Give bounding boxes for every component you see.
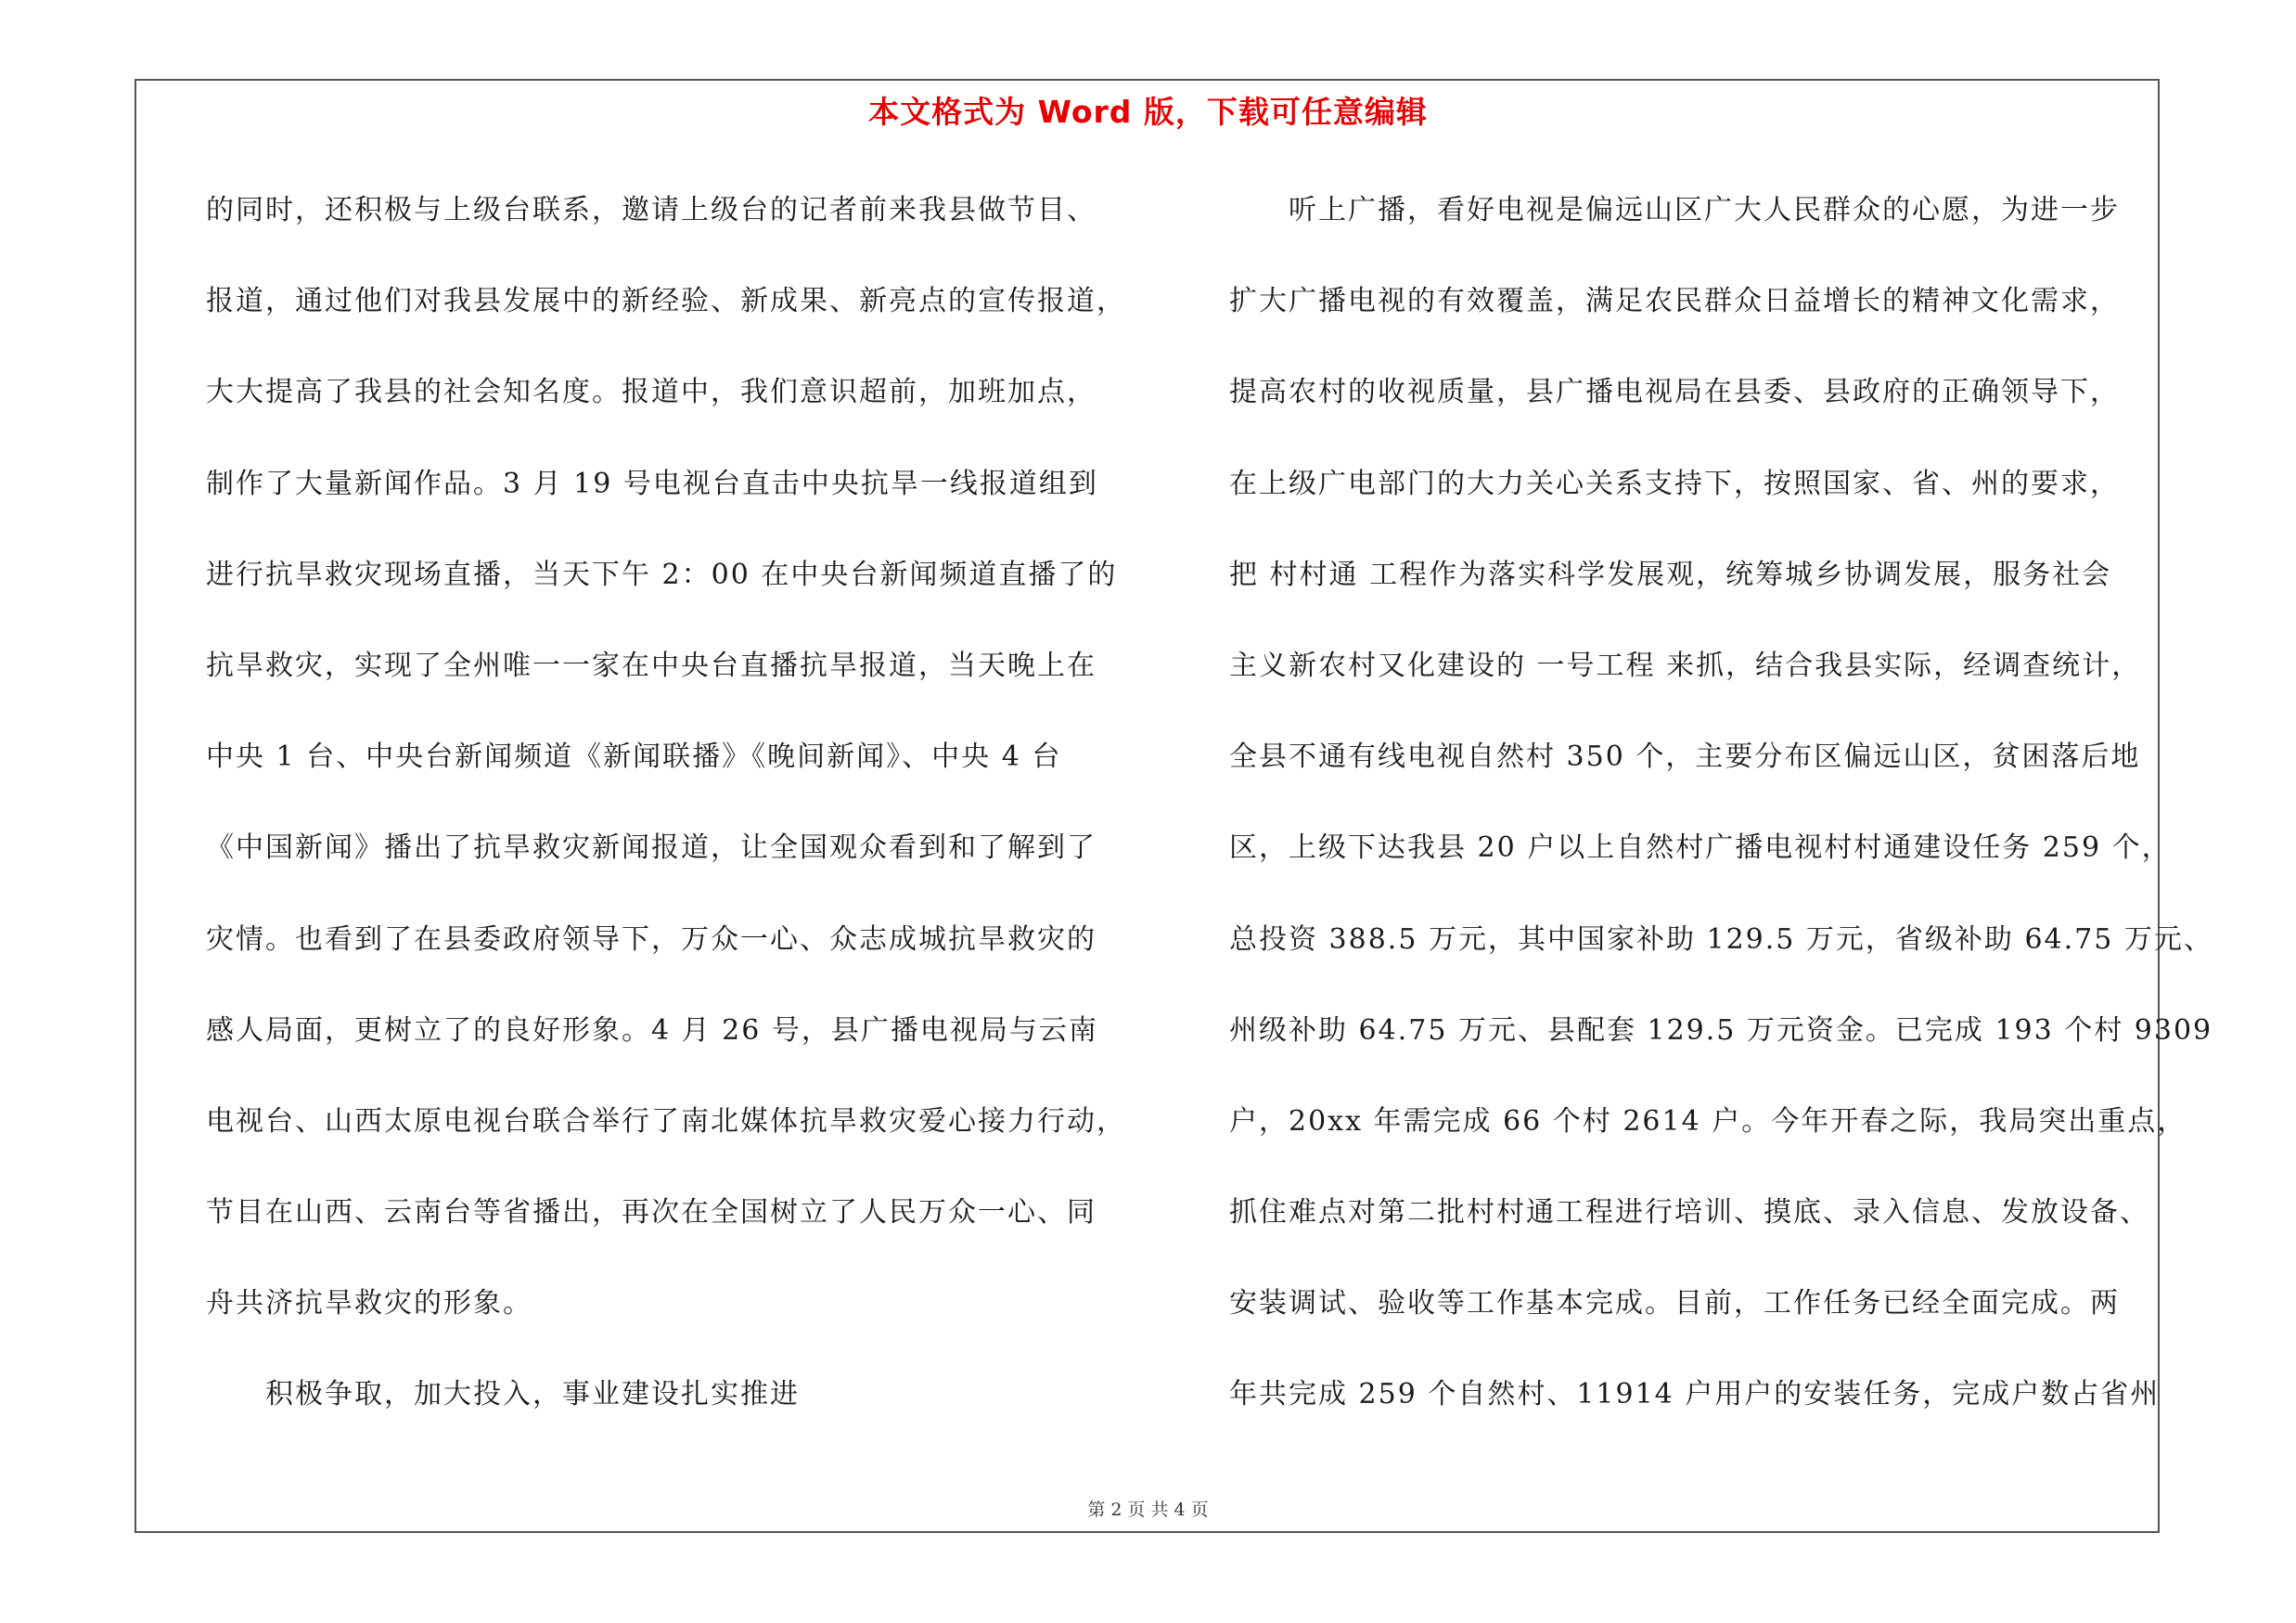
paragraph-line: 总投资 388.5 万元，其中国家补助 129.5 万元，省级补助 64.75 万元、 <box>1229 922 2213 956</box>
paragraph-line: 听上广播，看好电视是偏远山区广大人民群众的心愿，为进一步 <box>1289 194 2120 226</box>
paragraph-line: 在上级广电部门的大力关心关系支持下，按照国家、省、州的要求， <box>1229 467 2120 500</box>
right-text-column <box>1229 186 2213 1462</box>
page-number: 第 2 页 共 4 页 <box>1087 1500 1209 1520</box>
paragraph-line: 把 村村通 工程作为落实科学发展观，统筹城乡协调发展，服务社会 <box>1229 558 2112 591</box>
section-heading: 积极争取，加大投入，事业建设扎实推进 <box>265 1378 800 1411</box>
paragraph-line: 安装调试、验收等工作基本完成。目前，工作任务已经全面完成。两 <box>1229 1287 2120 1320</box>
paragraph-line: 舟共济抗旱救灾的形象。 <box>206 1287 532 1320</box>
word-format-banner: 本文格式为 Word 版，下载可任意编辑 <box>868 94 1428 130</box>
paragraph-line: 进行抗旱救灾现场直播，当天下午 2：00 在中央台新闻频道直播了的 <box>206 558 1118 591</box>
paragraph-line: 年共完成 259 个自然村、11914 户用户的安装任务，完成户数占省州 <box>1229 1378 2161 1411</box>
paragraph-line: 户，20xx 年需完成 66 个村 2614 户。今年开春之际，我局突出重点， <box>1229 1104 2187 1138</box>
paragraph-line: 的同时，还积极与上级台联系，邀请上级台的记者前来我县做节目、 <box>206 194 1097 226</box>
paragraph-line: 制作了大量新闻作品。3 月 19 号电视台直击中央抗旱一线报道组到 <box>206 467 1098 500</box>
paragraph-line: 灾情。也看到了在县委政府领导下，万众一心、众志成城抗旱救灾的 <box>206 922 1097 956</box>
paragraph-line: 区，上级下达我县 20 户以上自然村广播电视村村通建设任务 259 个， <box>1229 831 2172 865</box>
paragraph-line: 《中国新闻》播出了抗旱救灾新闻报道，让全国观众看到和了解到了 <box>206 831 1097 865</box>
paragraph-line: 州级补助 64.75 万元、县配套 129.5 万元资金。已完成 193 个村 9309 <box>1229 1013 2213 1047</box>
paragraph-line: 节目在山西、云南台等省播出，再次在全国树立了人民万众一心、同 <box>206 1196 1097 1230</box>
paragraph-line: 扩大广播电视的有效覆盖，满足农民群众日益增长的精神文化需求， <box>1229 285 2120 318</box>
paragraph-line: 报道，通过他们对我县发展中的新经验、新成果、新亮点的宣传报道， <box>206 285 1126 318</box>
paragraph-line: 抗旱救灾，实现了全州唯一一家在中央台直播抗旱报道，当天晚上在 <box>206 649 1097 682</box>
paragraph-line: 全县不通有线电视自然村 350 个，主要分布区偏远山区，贫困落后地 <box>1229 741 2141 774</box>
paragraph-line: 电视台、山西太原电视台联合举行了南北媒体抗旱救灾爱心接力行动， <box>206 1104 1126 1138</box>
paragraph-line: 大大提高了我县的社会知名度。报道中，我们意识超前，加班加点， <box>206 376 1097 409</box>
paragraph-line: 感人局面，更树立了的良好形象。4 月 26 号，县广播电视局与云南 <box>206 1013 1098 1047</box>
paragraph-line: 抓住难点对第二批村村通工程进行培训、摸底、录入信息、发放设备、 <box>1229 1196 2149 1230</box>
left-text-column <box>206 186 1143 1462</box>
paragraph-line: 提高农村的收视质量，县广播电视局在县委、县政府的正确领导下， <box>1229 376 2120 409</box>
paragraph-line: 主义新农村又化建设的 一号工程 来抓，结合我县实际，经调查统计， <box>1229 649 2142 682</box>
paragraph-line: 中央 1 台、中央台新闻频道《新闻联播》《晚间新闻》、中央 4 台 <box>206 741 1062 774</box>
